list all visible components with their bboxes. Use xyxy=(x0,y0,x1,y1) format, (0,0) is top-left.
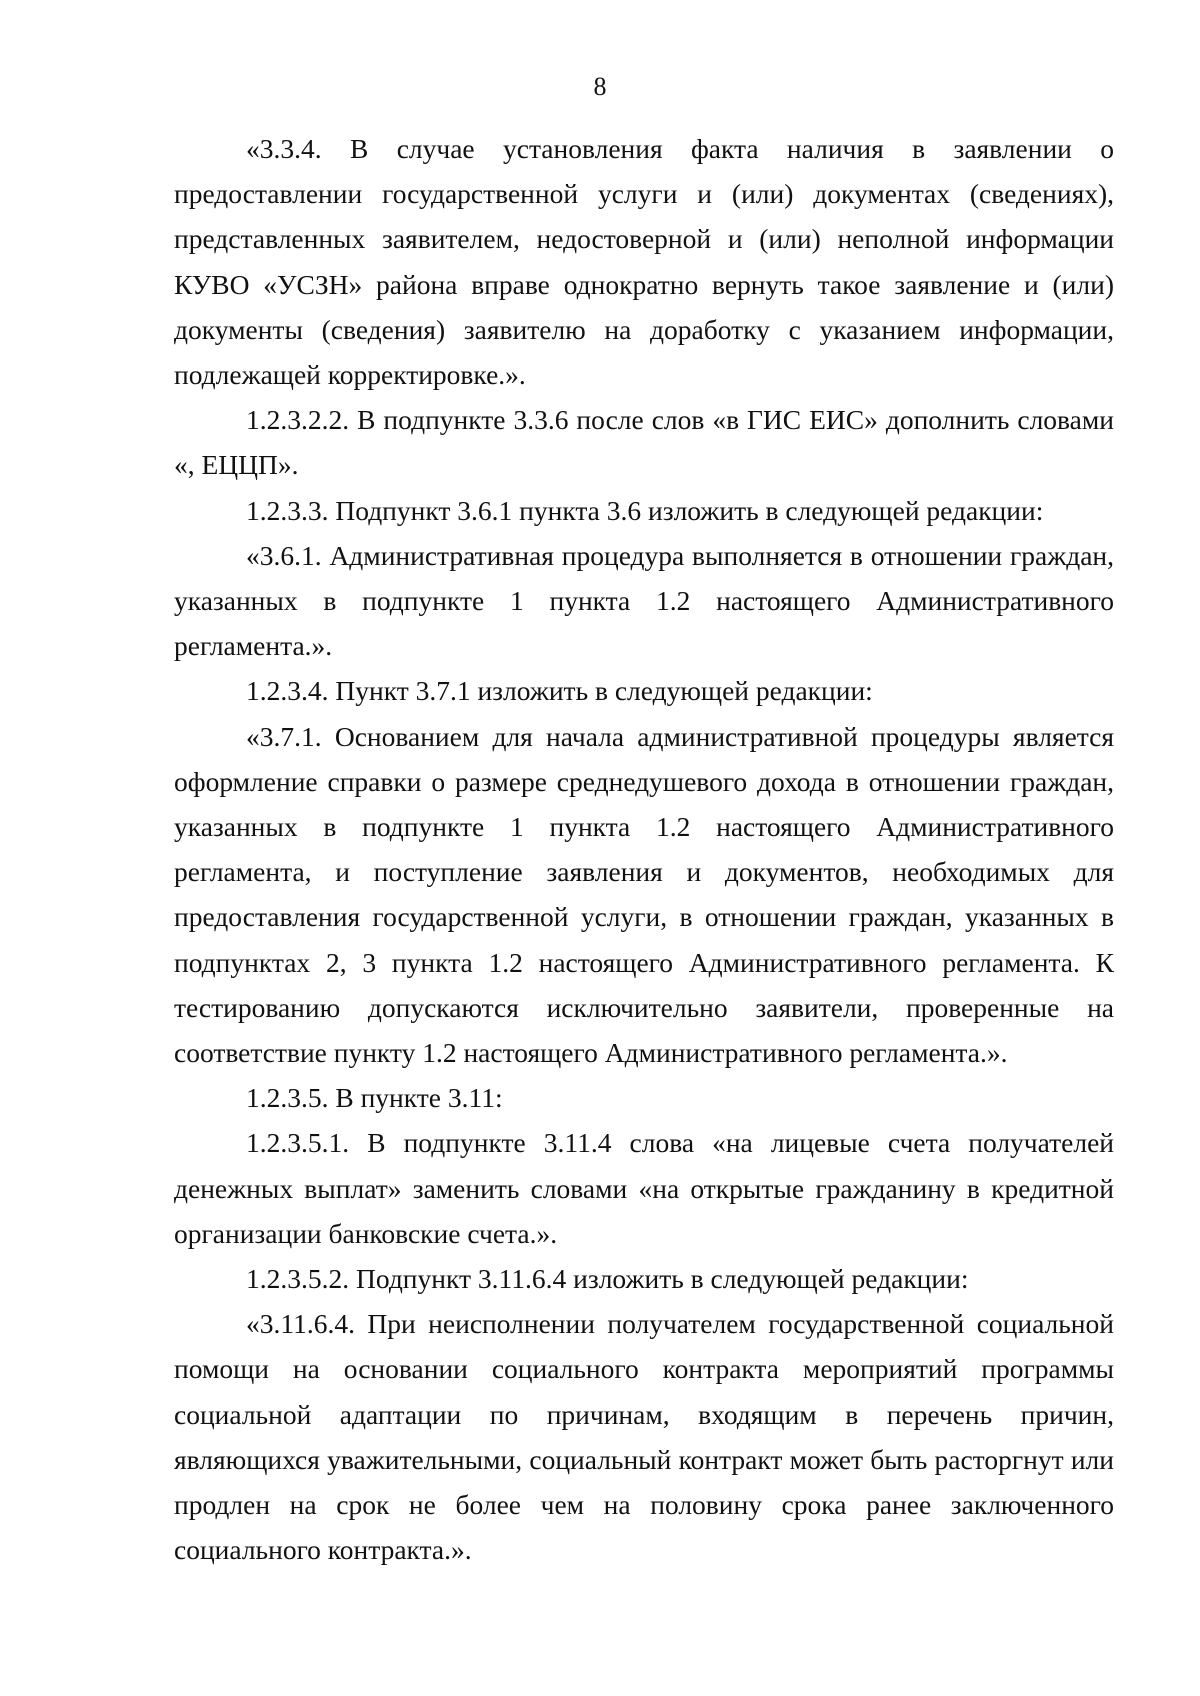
paragraph-3-11-6-4: «3.11.6.4. При неисполнении получателем государственной социальной помощи на основании социального контракта мероприятий программы социальной адаптации по причинам, входящим в перечень причин, являющихся уважительными, социальный контракт может быть расторгнут или продлен на срок не более чем на половину срока ранее заключенного социального контракта.». xyxy=(174,1308,1114,1566)
page-number: 8 xyxy=(593,72,607,101)
paragraph-1-2-3-5-1: 1.2.3.5.1. В подпункте 3.11.4 слова «на лицевые счета получателей денежных выплат» заменить словами «на открытые гражданину в кредитной организации банковские счета.». xyxy=(174,1127,1114,1249)
paragraph-3-3-4: «3.3.4. В случае установления факта наличия в заявлении о предоставлении государственной услуги и (или) документах (сведениях), представленных заявителем, недостоверной и (или) неполной информации КУВО «УСЗН» района вправе однократно вернуть такое заявление и (или) документы (сведения) заявителю на доработку с указанием информации, подлежащей корректировке.». xyxy=(174,133,1114,391)
paragraph-1-2-3-4: 1.2.3.4. Пункт 3.7.1 изложить в следующей редакции: xyxy=(246,675,873,707)
paragraph-1-2-3-2-2: 1.2.3.2.2. В подпункте 3.3.6 после слов «в ГИС ЕИС» дополнить словами «, ЕЦЦП». xyxy=(174,404,1114,481)
paragraph-3-6-1: «3.6.1. Административная процедура выполняется в отношении граждан, указанных в подпункте 1 пункта 1.2 настоящего Административного регламента.». xyxy=(174,539,1114,662)
paragraph-3-7-1: «3.7.1. Основанием для начала административной процедуры является оформление справки о размере среднедушевого дохода в отношении граждан, указанных в подпункте 1 пункта 1.2 настоящего Административного регламента, и поступление заявления и документов, необходимых для предоставления государственной услуги, в отношении граждан, указанных в подпунктах 2, 3 пункта 1.2 настоящего Административного регламента. К тестированию допускаются исключительно заявители, проверенные на соответствие пункту 1.2 настоящего Административного регламента.». xyxy=(174,720,1114,1069)
document-body xyxy=(174,126,1114,1573)
paragraph-1-2-3-5-2: 1.2.3.5.2. Подпункт 3.11.6.4 изложить в следующей редакции: xyxy=(246,1263,969,1295)
paragraph-1-2-3-3: 1.2.3.3. Подпункт 3.6.1 пункта 3.6 изложить в следующей редакции: xyxy=(246,494,1044,526)
paragraph-1-2-3-5: 1.2.3.5. В пункте 3.11: xyxy=(246,1082,503,1114)
